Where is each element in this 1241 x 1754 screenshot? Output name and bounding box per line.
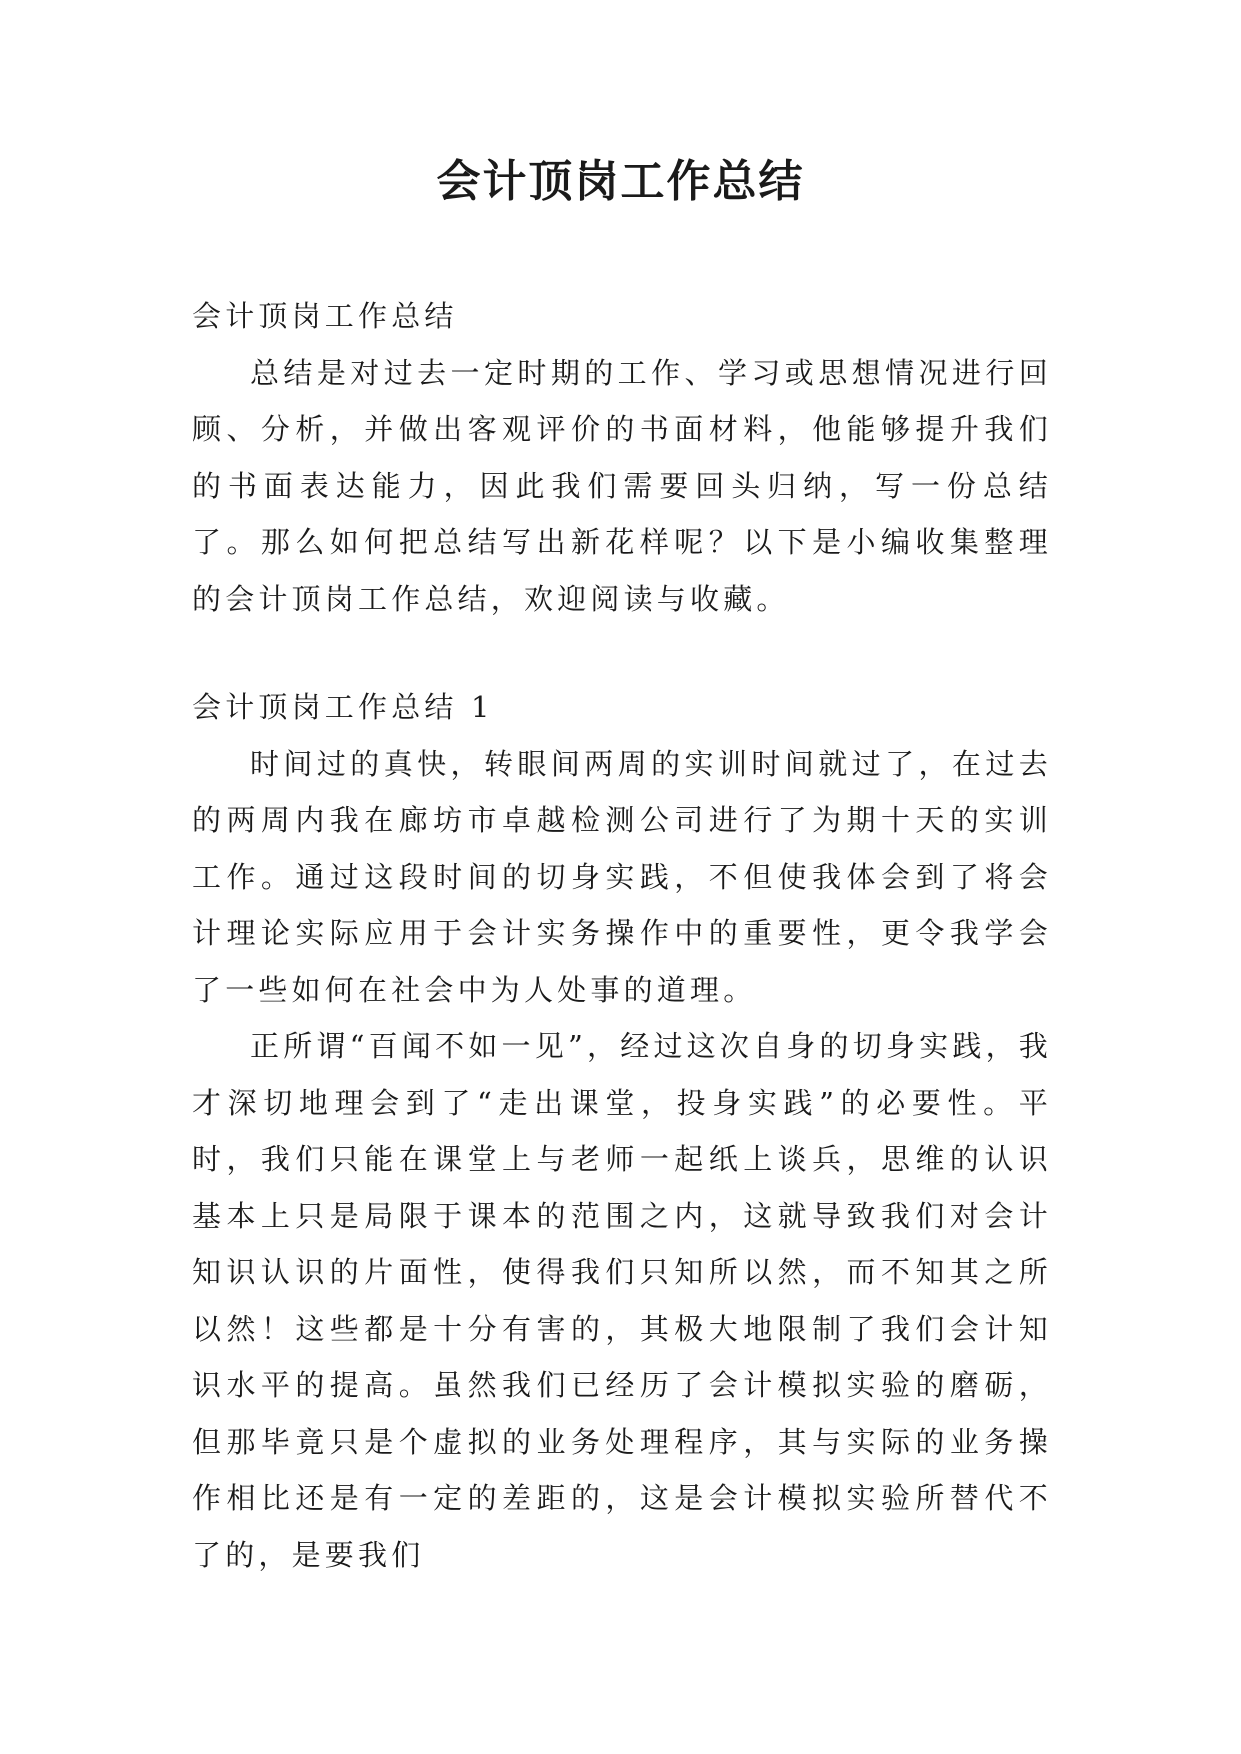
section-paragraph-1: 时间过的真快，转眼间两周的实训时间就过了，在过去的两周内我在廊坊市卓越检测公司进行了为期十天的实训工作。通过这段时间的切身实践，不但使我体会到了将会计理论实际应用于会计实务操作中的重要性，更令我学会了一些如何在社会中为人处事的道理。 (192, 746, 1052, 1007)
section-paragraph-2: 正所谓“百闻不如一见”，经过这次自身的切身实践，我才深切地理会到了“走出课堂，投身实践”的必要性。平时，我们只能在课堂上与老师一起纸上谈兵，思维的认识基本上只是局限于课本的范围之内，这就导致我们对会计知识认识的片面性，使得我们只知所以然，而不知其之所以然！这些都是十分有害的，其极大地限制了我们会计知识水平的提高。虽然我们已经历了会计模拟实验的磨砺，但那毕竟只是个虚拟的业务处理程序，其与实际的业务操作相比还是有一定的差距的，这是会计模拟实验所替代不了的，是要我们 (192, 1029, 1052, 1572)
intro-paragraph: 总结是对过去一定时期的工作、学习或思想情况进行回顾、分析，并做出客观评价的书面材料，他能够提升我们的书面表达能力，因此我们需要回头归纳，写一份总结了。那么如何把总结写出新花样呢？以下是小编收集整理的会计顶岗工作总结，欢迎阅读与收藏。 (192, 355, 1052, 616)
section-heading: 会计顶岗工作总结 1 (192, 690, 494, 724)
document-body (192, 288, 1052, 1583)
section-spacer (192, 627, 1052, 679)
subtitle: 会计顶岗工作总结 (192, 299, 458, 333)
document-title: 会计顶岗工作总结 (436, 156, 805, 207)
